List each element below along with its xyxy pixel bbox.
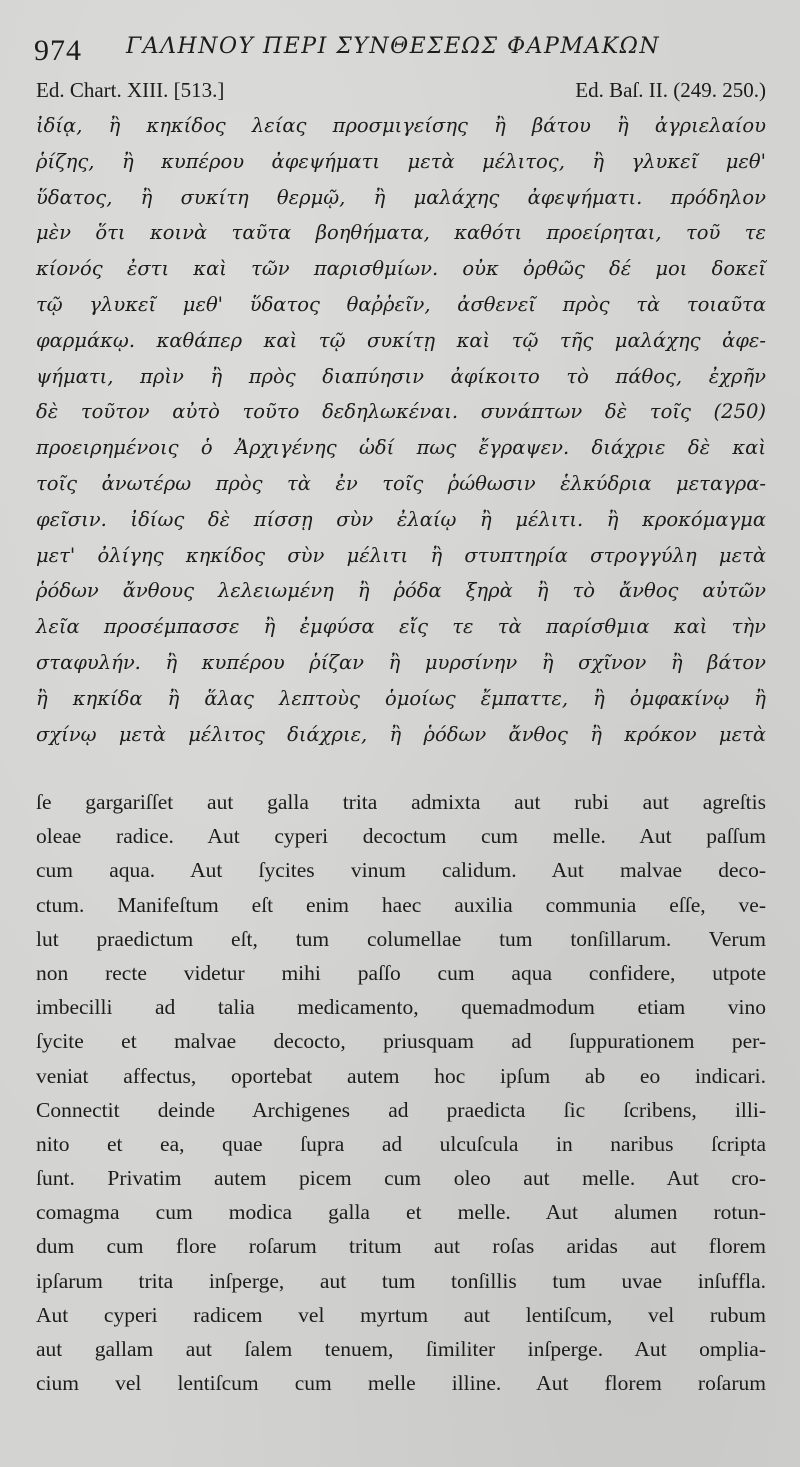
- latin-text-line: ſunt. Privatim autem picem cum oleo aut melle. Aut cro-: [36, 1166, 766, 1191]
- latin-text-line: aut gallam aut ſalem tenuem, ſimiliter inſperge. Aut omplia-: [36, 1337, 766, 1361]
- edition-reference-chartier: Ed. Chart. XIII. [513.]: [36, 78, 225, 102]
- greek-text-line: λεῖα προσέμπασσε ἢ ἐμφύσα εἴς τε τὰ παρίσθμια καὶ τὴν: [36, 615, 766, 639]
- greek-text-line: δὲ τοῦτον αὐτὸ τοῦτο δεδηλωκέναι. συνάπτων δὲ τοῖς (250): [36, 400, 766, 424]
- running-title: ΓΑΛΗΝΟΥ ΠΕΡΙ ΣΥΝΘΕΣΕΩΣ ΦΑΡΜΑΚΩΝ: [126, 34, 661, 59]
- edition-reference-basel: Ed. Baſ. II. (249. 250.): [575, 78, 766, 102]
- page-header: [34, 28, 764, 72]
- greek-text-line: ἰδίᾳ, ἢ κηκίδος λείας προσμιγείσης ἢ βάτου ἢ ἀγριελαίου: [36, 114, 766, 137]
- greek-text-line: μὲν ὅτι κοινὰ ταῦτα βοηθήματα, καθότι προείρηται, τοῦ τε: [36, 221, 766, 245]
- latin-text-line: ctum. Manifeſtum eſt enim haec auxilia communia eſſe, ve-: [36, 892, 766, 917]
- greek-text-block: [36, 108, 766, 752]
- edition-reference-line: [36, 78, 766, 108]
- latin-text-line: cum aqua. Aut ſycites vinum calidum. Aut malvae deco-: [36, 858, 766, 883]
- greek-text-line: ῥόδων ἄνθους λελειωμένη ἢ ῥόδα ξηρὰ ἢ τὸ ἄνθος αὐτῶν: [36, 579, 766, 603]
- latin-text-line: imbecilli ad talia medicamento, quemadmodum etiam vino: [36, 995, 766, 1020]
- greek-text-line: φεῖσιν. ἰδίως δὲ πίσσῃ σὺν ἐλαίῳ ἢ μέλιτι. ἢ κροκόμαγμα: [36, 507, 766, 531]
- latin-text-line: lut praedictum eſt, tum columellae tum tonſillarum. Verum: [36, 926, 766, 951]
- latin-text-line: veniat affectus, oportebat autem hoc ipſum ab eo indicari.: [36, 1063, 766, 1088]
- latin-text-line: non recte videtur mihi paſſo cum aqua confidere, utpote: [36, 960, 766, 985]
- page-number: 974: [34, 34, 82, 67]
- latin-text-line: Connectit deinde Archigenes ad praedicta ſic ſcribens, illi-: [36, 1097, 766, 1122]
- latin-text-line: Aut cyperi radicem vel myrtum aut lentiſcum, vel rubum: [36, 1302, 766, 1327]
- latin-text-line: nito et ea, quae ſupra ad ulcuſcula in naribus ſcripta: [36, 1131, 766, 1156]
- greek-text-line: φαρμάκῳ. καθάπερ καὶ τῷ συκίτῃ καὶ τῷ τῆς μαλάχης ἀφε-: [36, 328, 766, 352]
- greek-text-line: προειρημένοις ὁ Ἀρχιγένης ὡδί πως ἔγραψεν. διάχριε δὲ καὶ: [36, 436, 766, 460]
- greek-text-line: τῷ γλυκεῖ μεθ' ὕδατος θαῤῥεῖν, ἀσθενεῖ πρὸς τὰ τοιαῦτα: [36, 292, 766, 316]
- greek-text-line: σταφυλήν. ἢ κυπέρου ῥίζαν ἢ μυρσίνην ἢ σχῖνον ἢ βάτον: [36, 650, 766, 674]
- greek-text-line: κίονός ἐστι καὶ τῶν παρισθμίων. οὐκ ὀρθῶς δέ μοι δοκεῖ: [36, 257, 766, 281]
- latin-text-line: ſe gargariſſet aut galla trita admixta aut rubi aut agreſtis: [36, 790, 766, 814]
- latin-text-line: oleae radice. Aut cyperi decoctum cum melle. Aut paſſum: [36, 824, 766, 849]
- greek-text-line: τοῖς ἀνωτέρω πρὸς τὰ ἐν τοῖς ῥώθωσιν ἑλκύδρια μεταγρα-: [36, 471, 766, 495]
- greek-text-line: μετ' ὀλίγης κηκίδος σὺν μέλιτι ἢ στυπτηρία στρογγύλη μετὰ: [36, 543, 766, 567]
- greek-text-line: ψήματι, πρὶν ἢ πρὸς διαπύησιν ἀφίκοιτο τὸ πάθος, ἐχρῆν: [36, 364, 766, 388]
- latin-text-line: ipſarum trita inſperge, aut tum tonſillis tum uvae inſuffla.: [36, 1268, 766, 1293]
- greek-text-line: ῥίζης, ἢ κυπέρου ἀφεψήματι μετὰ μέλιτος, ἢ γλυκεῖ μεθ': [36, 149, 766, 173]
- greek-text-line: ἢ κηκίδα ἢ ἅλας λεπτοὺς ὁμοίως ἔμπαττε, ἢ ὀμφακίνῳ ἢ: [36, 686, 766, 710]
- greek-text-line: ὕδατος, ἢ συκίτη θερμῷ, ἢ μαλάχης ἀφεψήματι. πρόδηλον: [36, 185, 766, 209]
- latin-text-line: comagma cum modica galla et melle. Aut alumen rotun-: [36, 1200, 766, 1225]
- greek-text-line: σχίνῳ μετὰ μέλιτος διάχριε, ἢ ῥόδων ἄνθος ἢ κρόκον μετὰ: [36, 722, 766, 746]
- latin-text-line: ſycite et malvae decocto, priusquam ad ſuppurationem per-: [36, 1029, 766, 1054]
- latin-text-line: dum cum flore roſarum tritum aut roſas aridas aut florem: [36, 1234, 766, 1259]
- latin-text-block: [36, 785, 766, 1400]
- latin-text-line: cium vel lentiſcum cum melle illine. Aut florem roſarum: [36, 1371, 766, 1396]
